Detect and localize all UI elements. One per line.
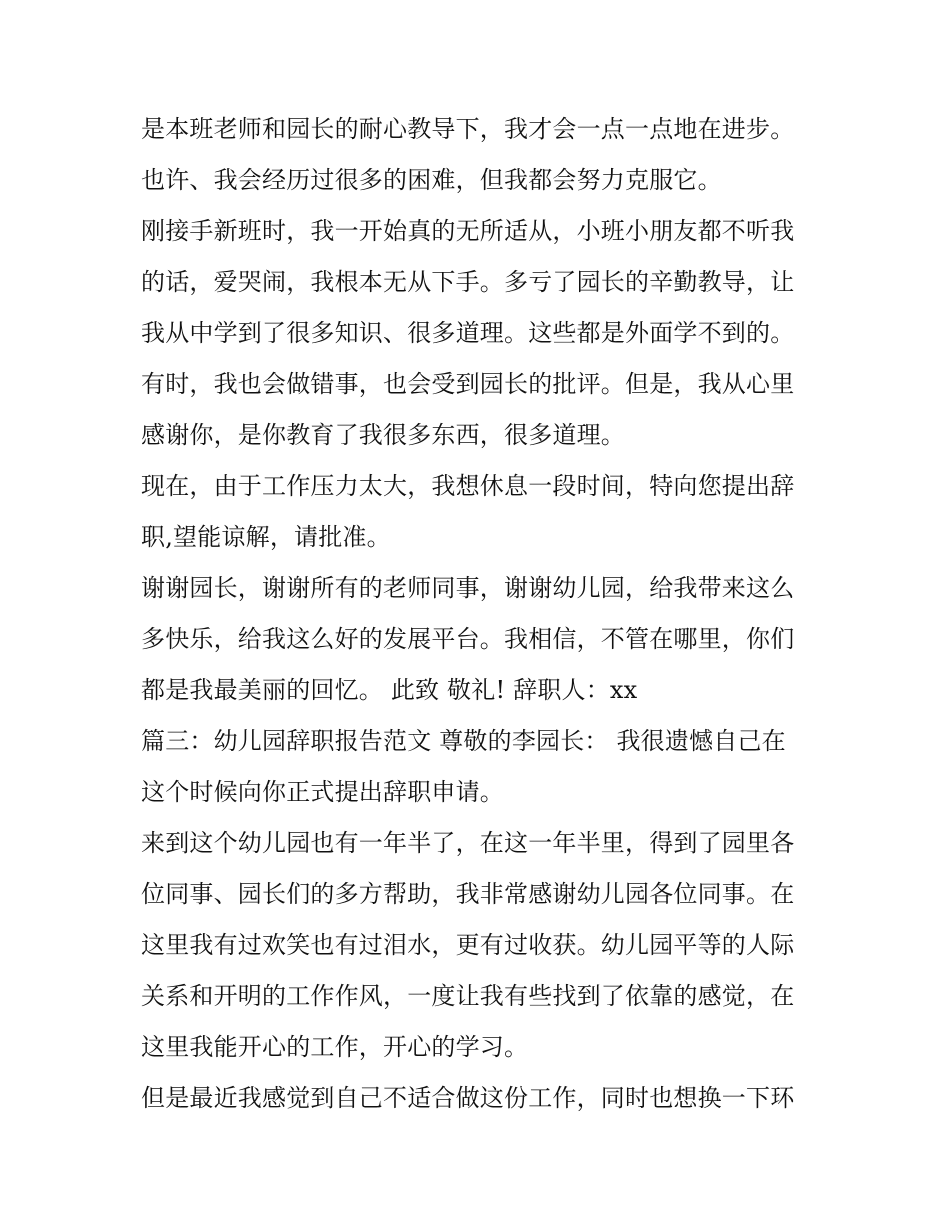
text-line: 这里我能开心的工作，开心的学习。 [141, 1033, 529, 1061]
text-line: 谢谢园长，谢谢所有的老师同事，谢谢幼儿园，给我带来这么 [141, 574, 795, 602]
text-line: 是本班老师和园长的耐心教导下，我才会一点一点地在进步。 [141, 115, 795, 143]
text-line: 这里我有过欢笑也有过泪水，更有过收获。幼儿园平等的人际 [141, 931, 795, 959]
text-line: 但是最近我感觉到自己不适合做这份工作，同时也想换一下环 [141, 1084, 795, 1112]
text-line: 多快乐，给我这么好的发展平台。我相信，不管在哪里，你们 [141, 625, 795, 653]
text-line: 有时，我也会做错事，也会受到园长的批评。但是，我从心里 [141, 370, 795, 398]
text-line: 篇三：幼儿园辞职报告范文 尊敬的李园长： 我很遗憾自己在 [141, 727, 786, 755]
text-line: 职,望能谅解，请批准。 [141, 523, 391, 551]
body-text [141, 104, 821, 1124]
text-line: 感谢你，是你教育了我很多东西，很多道理。 [141, 421, 625, 449]
text-line: 现在，由于工作压力太大，我想休息一段时间，特向您提出辞 [141, 472, 795, 500]
text-line: 这个时候向你正式提出辞职申请。 [141, 778, 504, 806]
text-line: 都是我最美丽的回忆。 此致 敬礼! 辞职人：xx [141, 676, 638, 704]
text-line: 的话，爱哭闹，我根本无从下手。多亏了园长的辛勤教导，让 [141, 268, 795, 296]
text-line: 刚接手新班时，我一开始真的无所适从，小班小朋友都不听我 [141, 217, 795, 245]
text-line: 也许、我会经历过很多的困难，但我都会努力克服它。 [141, 166, 722, 194]
text-line: 关系和开明的工作作风，一度让我有些找到了依靠的感觉，在 [141, 982, 795, 1010]
text-line: 来到这个幼儿园也有一年半了，在这一年半里，得到了园里各 [141, 829, 795, 857]
text-line: 位同事、园长们的多方帮助，我非常感谢幼儿园各位同事。在 [141, 880, 795, 908]
text-line: 我从中学到了很多知识、很多道理。这些都是外面学不到的。 [141, 319, 795, 347]
